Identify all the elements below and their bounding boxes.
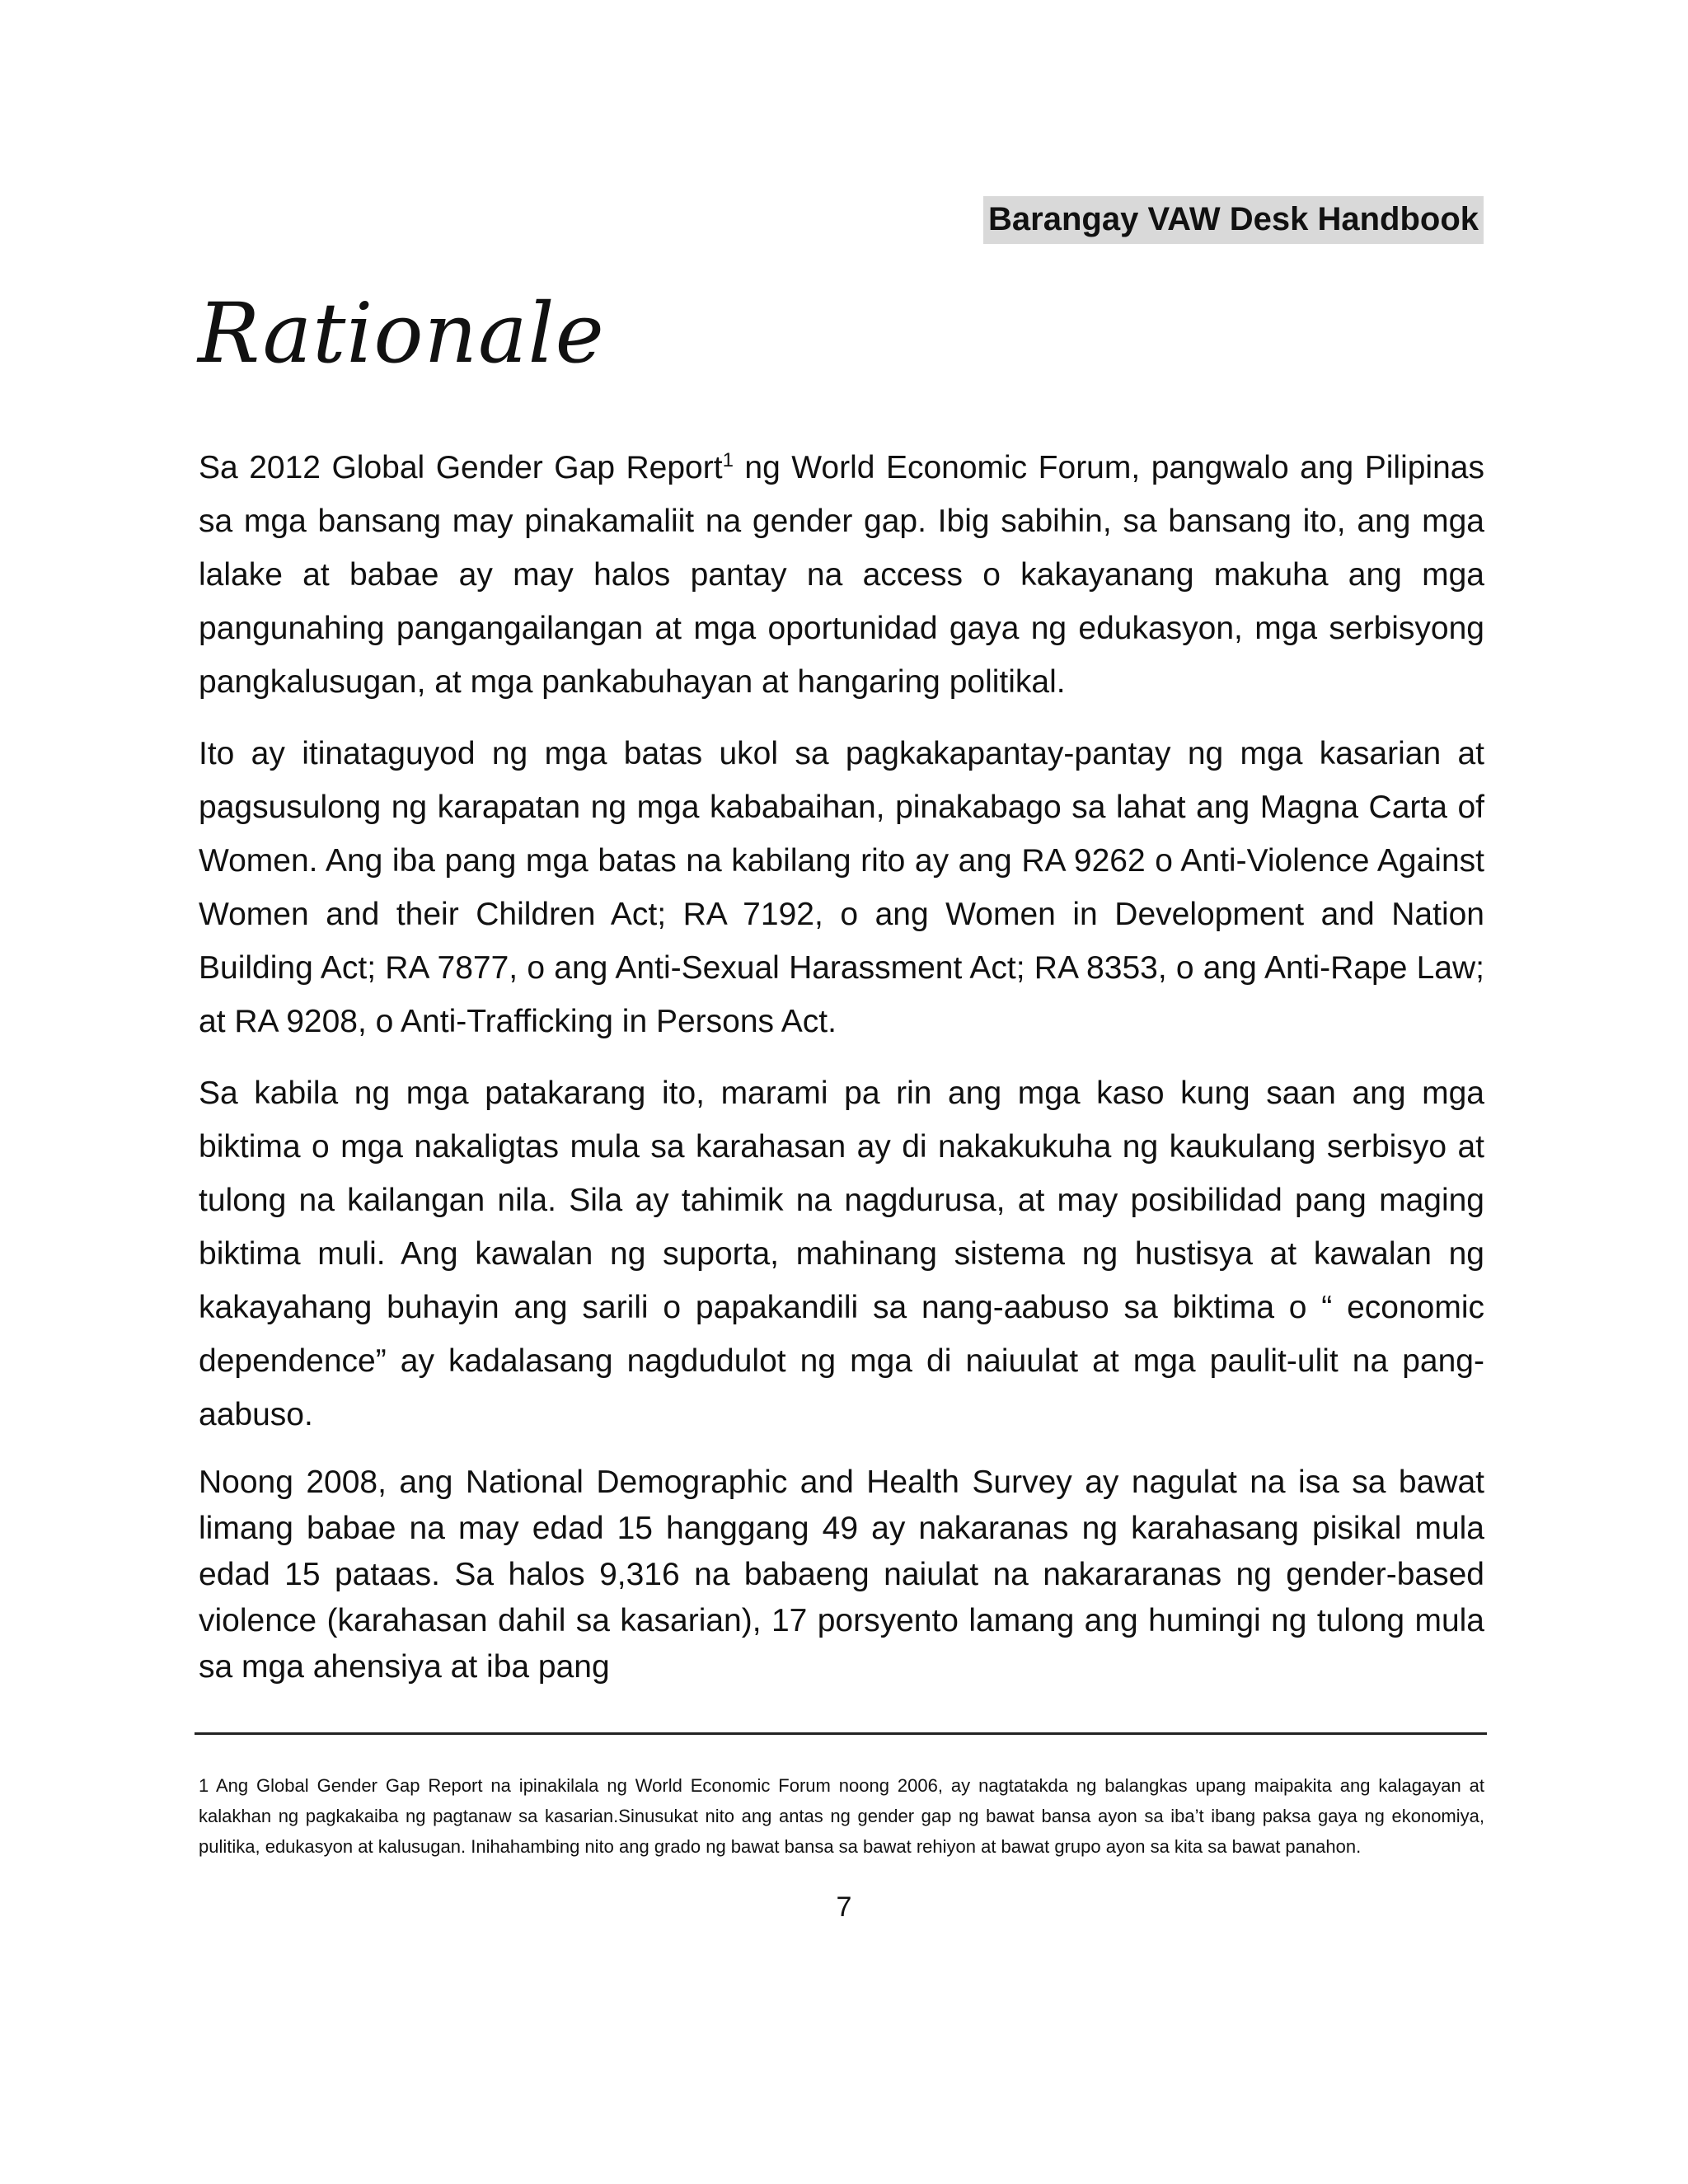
- running-header: Barangay VAW Desk Handbook: [983, 196, 1484, 244]
- paragraph-1: [199, 441, 1484, 709]
- paragraph-1-start: Sa 2012 Global Gender Gap Report: [199, 450, 723, 485]
- page-title: Rationale: [198, 285, 605, 382]
- paragraph-1-rest: ng World Economic Forum, pangwalo ang Pilipinas sa mga bansang may pinakamaliit na gender gap. Ibig sabihin, sa bansang ito, ang mga lalake at babae ay may halos pantay na access o kakayanang makuha ang mga pangunahing pangangailangan at mga oportunidad gaya ng edukasyon, mga serbisyong pangkalusugan, at mga pankabuhayan at hangaring politikal.: [199, 450, 1484, 700]
- footnote: 1 Ang Global Gender Gap Report na ipinakilala ng World Economic Forum noong 2006, ay nagtatakda ng balangkas upang maipakita ang kalagayan at kalakhan ng pagkakaiba ng pagtanaw sa kasarian.Sinusukat nito ang antas ng gender gap ng bawat bansa ayon sa iba’t ibang paksa gaya ng ekonomiya, pulitika, edukasyon at kalusugan. Inihahambing nito ang grado ng bawat bansa sa bawat rehiyon at bawat grupo ayon sa kita sa bawat panahon.: [199, 1775, 1484, 1857]
- paragraph-3: Sa kabila ng mga patakarang ito, marami pa rin ang mga kaso kung saan ang mga biktima o mga nakaligtas mula sa karahasan ay di nakakukuha ng kaukulang serbisyo at tulong na kailangan nila. Sila ay tahimik na nagdurusa, at may posibilidad pang maging biktima muli. Ang kawalan ng suporta, mahinang sistema ng hustisya at kawalan ng kakayahang buhayin ang sarili o papakandili sa nang-aabuso sa biktima o “ economic dependence” ay kadalasang nagdudulot ng mga di naiuulat at mga paulit-ulit na pang-aabuso.: [199, 1076, 1484, 1432]
- body-text: [199, 441, 1484, 1708]
- paragraph-2: Ito ay itinataguyod ng mga batas ukol sa pagkakapantay-pantay ng mga kasarian at pagsusulong ng karapatan ng mga kababaihan, pinakabago sa lahat ang Magna Carta of Women. Ang iba pang mga batas na kabilang rito ay ang RA 9262 o Anti-Violence Against Women and their Children Act; RA 7192, o ang Women in Development and Nation Building Act; RA 7877, o ang Anti-Sexual Harassment Act; RA 8353, o ang Anti-Rape Law; at RA 9208, o Anti-Trafficking in Persons Act.: [199, 736, 1484, 1039]
- paragraph-4: Noong 2008, ang National Demographic and Health Survey ay nagulat na isa sa bawat limang babae na may edad 15 hanggang 49 ay nakaranas ng karahasang pisikal mula edad 15 pataas. Sa halos 9,316 na babaeng naiulat na nakararanas ng gender-based violence (karahasan dahil sa kasarian), 17 porsyento lamang ang humingi ng tulong mula sa mga ahensiya at iba pang: [199, 1465, 1484, 1685]
- page-number: 7: [836, 1891, 852, 1923]
- footnote-divider: [195, 1732, 1487, 1735]
- footnote-reference[interactable]: 1: [722, 449, 734, 471]
